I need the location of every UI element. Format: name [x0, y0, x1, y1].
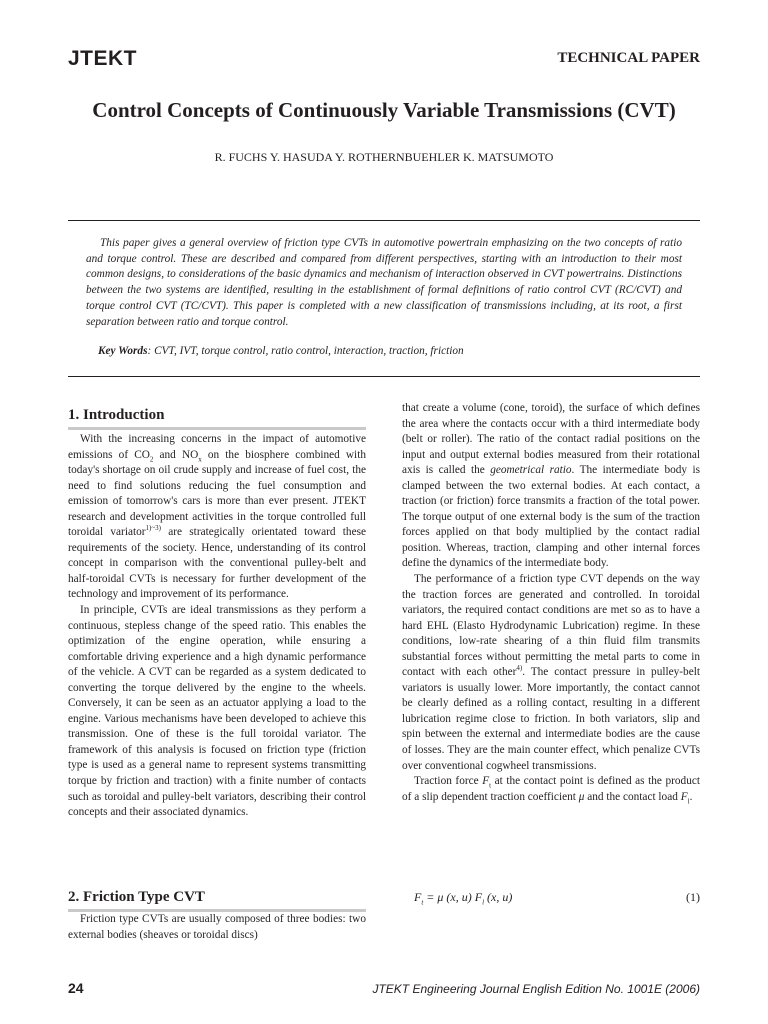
intro-paragraph-1 — [68, 432, 366, 603]
text: . The intermediate body is clamped between the two external bodies. At each contact, a traction (or friction) force transmits a fraction of the total power. The torque output of one external body is the sum of the traction forces applied on that body multiplied by the contact radial position. Whereas, traction, clamping and other internal forces define the dynamics of the intermediate body. — [402, 464, 700, 570]
eq-subscript: l — [482, 898, 485, 907]
text: that create a volume (cone, toroid), the surface of which defines the area where the contacts occur with a third intermediate body (belt or roller). The ratio of the contact radial positions on the input and output external bodies measured from their rotational axis is called the — [402, 402, 700, 477]
introduction-body — [68, 432, 366, 821]
right-paragraph-2 — [402, 572, 700, 774]
author-list: R. FUCHS Y. HASUDA Y. ROTHERNBUEHLER K. MATSUMOTO — [214, 150, 554, 164]
text: and NO — [153, 448, 199, 461]
keywords-text: : CVT, IVT, torque control, ratio control, interaction, traction, friction — [147, 345, 464, 357]
equation-number: (1) — [686, 890, 700, 904]
jtekt-logo: JTEKT — [68, 47, 138, 70]
page-number: 24 — [68, 980, 84, 996]
citation-superscript: 1)~3) — [145, 524, 161, 533]
text: and the contact load — [584, 790, 681, 803]
eq-text: (x, u) — [484, 890, 513, 904]
paper-title: Control Concepts of Continuously Variable Transmissions (CVT) — [92, 98, 676, 122]
citation-superscript: 4) — [516, 664, 523, 673]
right-paragraph-3 — [402, 774, 700, 805]
divider-bottom — [68, 376, 700, 377]
symbol: μ — [578, 790, 585, 803]
text: With the increasing concerns in the impact of automotive emissions of CO — [68, 433, 366, 461]
symbol: F — [680, 790, 688, 803]
text: on the biosphere combined with today's shortage on oil crude supply and increase of fuel cost, the need to find solutions reducing the fuel consumption and emission of tomorrow's cars is more than ever present. JTEKT research and development activities in the torque controlled full toroidal variator — [68, 448, 366, 539]
journal-citation: JTEKT Engineering Journal English Edition No. 1001E (2006) — [372, 982, 700, 996]
text: The performance of a friction type CVT depends on the way the traction forces are generated and controlled. In toroidal variators, the required contact conditions are met so as to have a hard EHL (Elasto Hydrodynamic Lubrication) regime. In these conditions, low-rate shearing of a thin fluid film transmits substantial forces without permitting the metal parts to come in contact with each other — [402, 573, 700, 679]
subscript: t — [489, 781, 492, 790]
equation-1 — [414, 890, 700, 905]
intro-paragraph-2: In principle, CVTs are ideal transmissions as they perform a continuous, stepless change of the speed ratio. This enables the optimization of the engine operation, while ensuring a comfortable driving experience and a high dynamic performance of the vehicle. A CVT can be regarded as a system dedicated to converting the torque delivered by the engine to the wheels. Conversely, it can be seen as an actuator applying a load to the engine. Various mechanisms have been developed to achieve this transmission. One of these is the full toroidal variator. The framework of this analysis is focused on friction type (friction type is used as a general name to represent systems transmitting torque by friction and traction) with a finite number of contacts such as toroidal and pulley-belt variators, describing their control concepts and their associated dynamics. — [68, 604, 366, 819]
emphasis-term: geometrical ratio — [490, 464, 572, 477]
subscript: l — [687, 796, 690, 805]
right-paragraph-1 — [402, 401, 700, 572]
keywords — [98, 345, 464, 357]
section-heading-introduction: 1. Introduction — [68, 407, 366, 430]
text: . — [689, 790, 693, 803]
paper-type-label: TECHNICAL PAPER — [557, 50, 700, 66]
text: Traction force — [414, 775, 483, 788]
subscript: x — [198, 454, 202, 463]
subscript: 2 — [149, 454, 154, 463]
section-heading-friction-type: 2. Friction Type CVT — [68, 889, 366, 912]
right-column-body — [402, 401, 700, 805]
eq-symbol: F — [414, 890, 422, 904]
text: are strategically orientated toward these requirements of the society. Hence, understanding of its control concept in comparison with the conventional pulley-belt and half-toroidal CVTs is necessary for further development of the technology and improvement of its performance. — [68, 526, 366, 601]
divider-top — [68, 220, 700, 221]
eq-subscript: t — [421, 898, 424, 907]
friction-type-body — [68, 912, 366, 943]
text: at the contact point is defined as the product of a slip dependent traction coefficient — [402, 775, 700, 803]
keywords-label: Key Words — [98, 345, 148, 357]
text: . The contact pressure in pulley-belt variators is usually lower. More importantly, the contact cannot be clearly defined as a rolling contact, resulting in a different lubrication regime close to friction. In both variators, slip and spin between the external and intermediate bodies are the cause of losses. They are the main counter effect, which penalize CVTs over conventional cogwheel transmissions. — [402, 666, 700, 772]
abstract: This paper gives a general overview of friction type CVTs in automotive powertrain emphasizing on the two concepts of ratio and torque control. These are described and compared from different perspectives, starting with an introduction to their most common designs, to considerations of the basic dynamics and mechanism of interaction observed in CVT powertrains. Distinctions between the two systems are identified, resulting in the establishment of formal definitions of ratio control CVT (RC/CVT) and torque control CVT (TC/CVT). This paper is completed with a new classification of transmissions including, at its root, a first separation between ratio and torque control. — [86, 237, 682, 328]
symbol: F — [482, 775, 490, 788]
eq-text: = μ (x, u) F — [423, 890, 483, 904]
friction-paragraph-1: Friction type CVTs are usually composed of three bodies: two external bodies (sheaves or toroidal discs) — [68, 913, 366, 941]
